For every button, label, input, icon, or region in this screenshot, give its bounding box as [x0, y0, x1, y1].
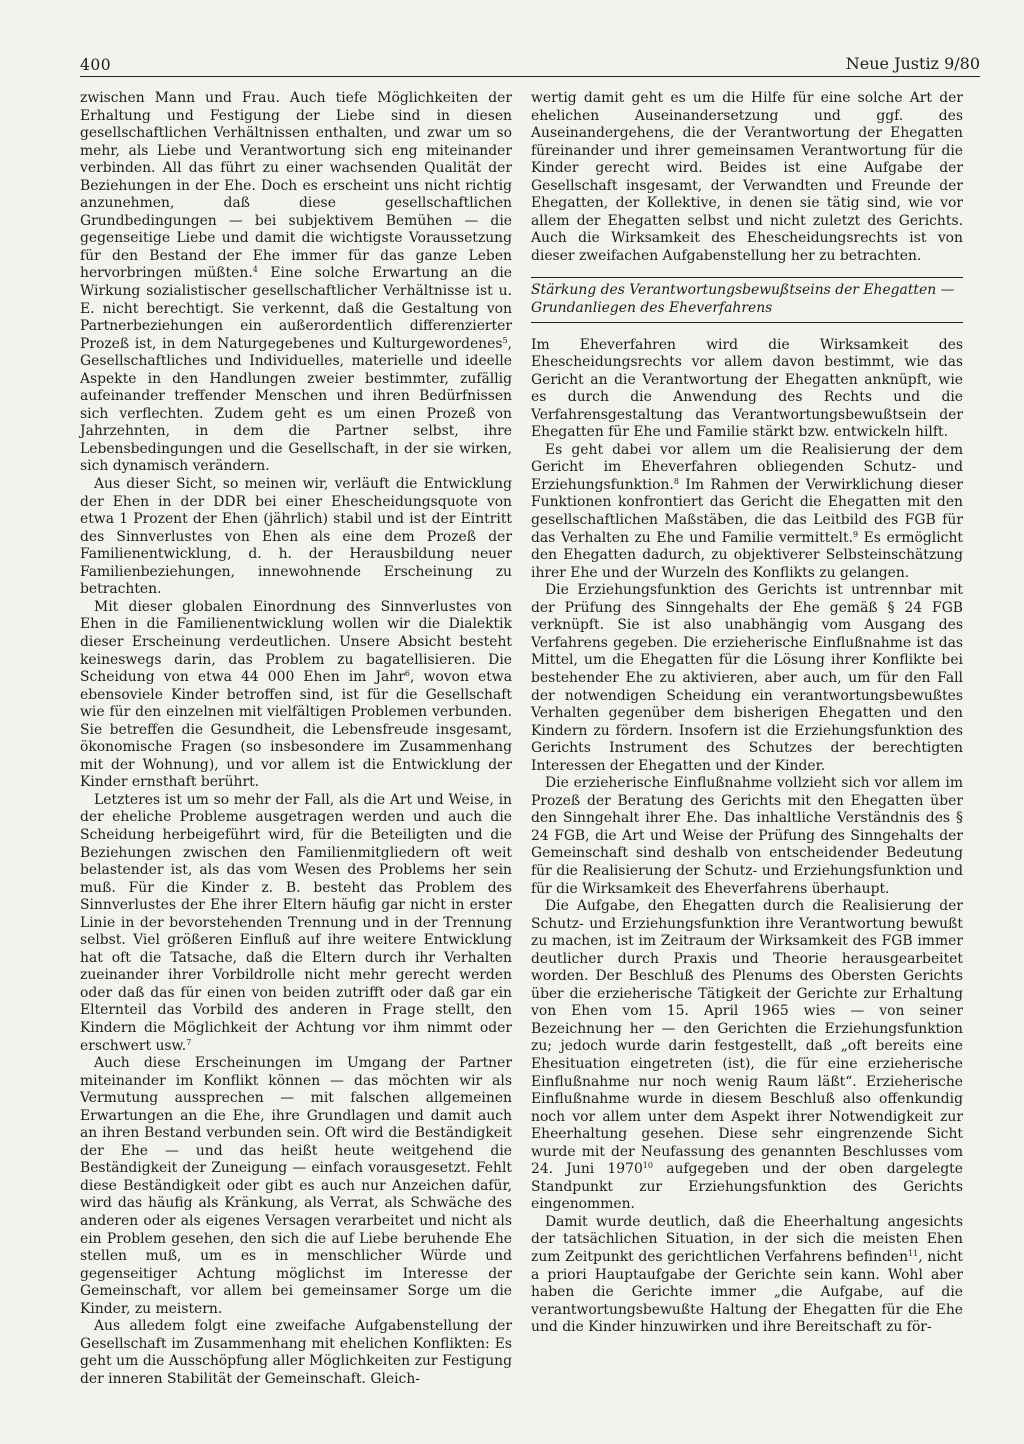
paragraph — [531, 1214, 963, 1337]
footnote-ref: 8 — [673, 476, 679, 486]
footnote-ref: 4 — [252, 265, 258, 275]
paragraph — [80, 1055, 512, 1318]
paragraph-text: , Gesellschaftliches und Individuelles, materielle und ideelle Aspekte in den Handlungen zweier bestimmter, zufällig aufeinander treffender Menschen und ihren Bedürfnissen sich verflechten. Zudem geht es um einen Prozeß von Jahrzehnten, in dem die Partner selbst, ihre Lebensbedingungen und die Gesellschaft, in der sie wirken, sich dynamisch verändern. — [80, 335, 512, 475]
paragraph-text: Die Aufgabe, den Ehegatten durch die Realisierung der Schutz- und Erziehungsfunktion ihre Verantwortung bewußt zu machen, ist im Zeitraum der Wirksamkeit des FGB immer deutlicher durch Praxis und Theorie herausgearbeitet worden. Der Beschluß des Plenums des Obersten Gerichts über die erzieherische Tätigkeit der Gerichte zur Erhaltung von Ehen vom 15. April 1965 wies — von seiner Bezeichnung her — den Gerichten die Erziehungsfunktion zu; jedoch wurde darin festgestellt, daß „oft bereits eine Ehesituation eingetreten (ist), die für eine erzieherische Einflußnahme nur noch wenig Raum läßt“. Erzieherische Einflußnahme wurde in diesem Beschluß also offenkundig noch vor allem unter dem Aspekt ihrer Notwendigkeit zur Eheerhaltung gesehen. Diese sehr eingrenzende Sicht wurde mit der Neufassung des genannten Beschlusses vom 24. Juni 1970 — [531, 898, 963, 1178]
paragraph-text: Aus dieser Sicht, so meinen wir, verläuft die Entwicklung der Ehen in der DDR bei einer Ehescheidungsquote von etwa 1 Prozent der Ehen (jährlich) stabil und ist der Eintritt des Sinnverlustes von Ehen als eine dem Prozeß der Familienentwicklung, d. h. der Herausbildung neuer Familienbeziehungen, innewohnende Erscheinung zu betrachten. — [80, 476, 512, 598]
right-column-top — [531, 90, 963, 265]
paragraph-text: Letzteres ist um so mehr der Fall, als die Art und Weise, in der eheliche Probleme ausgetragen werden und auch die Scheidung herbeigeführt wird, für die Beteiligten und die Beziehungen zwischen den Familienmitgliedern oft weit belastender ist, als das vom Wesen des Problems her sein muß. Für die Kinder z. B. besteht das Problem des Sinnverlustes der Ehe ihrer Eltern häufig gar nicht in erster Linie in der bevorstehenden Trennung und in der Trennung selbst. Viel größeren Einfluß auf ihre weitere Entwicklung hat oft die Tatsache, daß die Eltern durch ihr Verhalten zueinander ihrer Vorbildrolle nicht mehr gerecht werden oder daß das für einen von beiden zutrifft oder daß gar ein Elternteil das Vorbild des anderen in Frage stellt, den Kindern die Möglichkeit der Achtung vor ihm nimmt oder erschwert usw. — [80, 791, 512, 1054]
journal-issue: Neue Justiz 9/80 — [845, 54, 980, 73]
paragraph — [80, 599, 512, 792]
paragraph-text: Damit wurde deutlich, daß die Eheerhaltung angesichts der tatsächlichen Situation, in der sich die meisten Ehen zum Zeitpunkt des gerichtlichen Verfahrens befinden — [531, 1213, 963, 1265]
paragraph-text: Die erzieherische Einflußnahme vollzieht sich vor allem im Prozeß der Beratung des Gerichts mit den Ehegatten über den Sinngehalt ihrer Ehe. Das inhaltliche Verständnis des § 24 FGB, die Art und Weise der Prüfung des Sinngehalts der Gemeinschaft sind deshalb von entscheidender Bedeutung für die Realisierung der Schutz- und Erziehungsfunktion und für die Wirksamkeit des Eheverfahrens überhaupt. — [531, 775, 963, 897]
paragraph-text: Mit dieser globalen Einordnung des Sinnverlustes von Ehen in die Familienentwicklung wollen wir die Dialektik dieser Erscheinung verdeutlichen. Unsere Absicht besteht keineswegs darin, das Problem zu bagatellisieren. Die Scheidung von etwa 44 000 Ehen im Jahr — [80, 598, 512, 686]
paragraph — [80, 792, 512, 1055]
section-heading: Stärkung des Verantwortungsbewußtseins der Ehegatten — Grundanliegen des Eheverfahrens — [531, 277, 963, 322]
paragraph — [80, 476, 512, 599]
footnote-ref: 6 — [404, 669, 410, 679]
paragraph-text: Im Rahmen der Verwirklichung dieser Funktionen konfrontiert das Gericht die Ehegatten mit den gesellschaftlichen Maßstäben, die das Leitbild des FGB für das Verhalten zu Ehe und Familie vermittelt. — [531, 476, 963, 546]
page-number: 400 — [80, 56, 112, 74]
paragraph — [80, 90, 512, 476]
paragraph-text: aufgegeben und der oben dargelegte Standpunkt zur Erziehungsfunktion des Gerichts eingenommen. — [531, 1161, 963, 1213]
footnote-ref: 5 — [502, 335, 508, 345]
paragraph-text: Es geht dabei vor allem um die Realisierung der dem Gericht im Eheverfahren obliegenden Schutz- und Erziehungsfunktion. — [531, 441, 963, 493]
paragraph — [531, 90, 963, 265]
paragraph — [531, 337, 963, 442]
paragraph — [531, 442, 963, 582]
paragraph-text: Eine solche Erwartung an die Wirkung sozialistischer gesellschaftlicher Verhältnisse ist u. E. nicht berechtigt. Sie verkennt, daß die Gestaltung von Partnerbeziehungen ein außerordentlich differenzierter Prozeß ist, in dem Naturgegebenes und Kulturgewordenes — [80, 265, 512, 352]
left-column — [80, 90, 512, 1388]
paragraph-text: , wovon etwa ebensoviele Kinder betroffen sind, ist für die Gesellschaft wie für den einzelnen mit vielfältigen Problemen verbunden. Sie betreffen die Gesundheit, die Lebensfreude insgesamt, ökonomische Fragen (so insbesondere im Zusammenhang mit der Wohnung), und vor allem ist die Entwicklung der Kinder ernsthaft berührt. — [80, 669, 512, 791]
paragraph-text: , nicht a priori Hauptaufgabe der Gerichte sein kann. Wohl aber haben die Gerichte immer „die Aufgabe, auf die verantwortungsbewußte Haltung der Ehegatten für die Ehe und die Kinder hinzuwirken und ihre Bereitschaft zu för- — [531, 1249, 963, 1336]
footnote-ref: 11 — [908, 1249, 919, 1258]
right-column — [531, 90, 963, 1337]
paragraph — [531, 898, 963, 1214]
right-column-body — [531, 337, 963, 1337]
paragraph-text: zwischen Mann und Frau. Auch tiefe Möglichkeiten der Erhaltung und Festigung der Liebe sind in diesen gesellschaftlichen Verhältnissen enthalten, und zwar um so mehr, als Liebe und Verantwortung sich eng miteinander verbinden. All das führt zu einer wachsenden Qualität der Beziehungen in der Ehe. Doch es erscheint uns nicht richtig anzunehmen, daß diese gesellschaftlichen Grundbedingungen — bei subjektivem Bemühen — die gegenseitige Liebe und damit die wichtigste Voraussetzung für den Bestand der Ehe immer für das ganze Leben hervorbringen müßten. — [80, 90, 512, 282]
page-header — [80, 50, 980, 77]
footnote-ref: 7 — [186, 1037, 192, 1047]
footnote-ref: 10 — [642, 1161, 653, 1171]
paragraph — [80, 1318, 512, 1388]
paragraph-text: wertig damit geht es um die Hilfe für eine solche Art der ehelichen Auseinandersetzung und ggf. des Auseinandergehens, die der Verantwortung der Ehegatten füreinander und ihrer gemeinsamen Verantwortung für die Kinder gerecht wird. Beides ist eine Aufgabe der Gesellschaft insgesamt, der Verwandten und Freunde der Ehegatten, der Kollektive, in denen sie tätig sind, wie vor allem der Ehegatten selbst und nicht zuletzt des Gerichts. Auch die Wirksamkeit des Ehescheidungsrechts ist von dieser zweifachen Aufgabenstellung her zu betrachten. — [531, 90, 963, 264]
paragraph-text: Im Eheverfahren wird die Wirksamkeit des Ehescheidungsrechts vor allem davon bestimmt, wie das Gericht an die Verantwortung der Ehegatten anknüpft, wie es durch die Anwendung des Rechts und die Verfahrensgestaltung das Verantwortungsbewußtsein der Ehegatten für Ehe und Familie stärkt bzw. entwickeln hilft. — [531, 336, 963, 441]
footnote-ref: 9 — [853, 529, 859, 539]
paragraph — [531, 582, 963, 775]
paragraph-text: Auch diese Erscheinungen im Umgang der Partner miteinander im Konflikt können — das möchten wir als Vermutung aussprechen — mit falschen allgemeinen Erwartungen an die Ehe, ihre Grundlagen und damit auch an ihren Bestand verbunden sein. Oft wird die Beständigkeit der Ehe — und das heißt heute weitgehend die Beständigkeit der Zuneigung — einfach vorausgesetzt. Fehlt diese Beständigkeit oder gibt es auch nur Anzeichen dafür, wird das häufig als Kränkung, als Verrat, als Schwäche des anderen oder als eigenes Versagen verarbeitet und nicht als ein Problem gesehen, den sich die auf Liebe beruhende Ehe stellen muß, um es in menschlicher Würde und gegenseitiger Achtung möglichst im Interesse der Gemeinschaft, vor allem bei gemeinsamer Sorge um die Kinder, zu meistern. — [80, 1055, 512, 1317]
paragraph — [531, 775, 963, 898]
paragraph-text: Die Erziehungsfunktion des Gerichts ist untrennbar mit der Prüfung des Sinngehalts der Ehe gemäß § 24 FGB verknüpft. Sie ist also unabhängig vom Ausgang des Verfahrens gegeben. Die erzieherische Einflußnahme ist das Mittel, um die Ehegatten für die Lösung ihrer Konflikte bei bestehender Ehe zu aktivieren, aber auch, um für den Fall der notwendigen Scheidung ein verantwortungsbewußtes Verhalten gegenüber dem bisherigen Ehegatten und den Kindern zu fördern. Insofern ist die Erziehungsfunktion des Gerichts Instrument des Schutzes der berechtigten Interessen der Ehegatten und der Kinder. — [531, 582, 963, 774]
paragraph-text: Aus alledem folgt eine zweifache Aufgabenstellung der Gesellschaft im Zusammenhang mit ehelichen Konflikten: Es geht um die Ausschöpfung aller Möglichkeiten zur Festigung der inneren Stabilität der Gemeinschaft. Gleich- — [80, 1318, 512, 1387]
paragraph-text: Es ermöglicht den Ehegatten dadurch, zu objektiverer Selbsteinschätzung ihrer Ehe und der Wurzeln des Konflikts zu gelangen. — [531, 529, 963, 581]
